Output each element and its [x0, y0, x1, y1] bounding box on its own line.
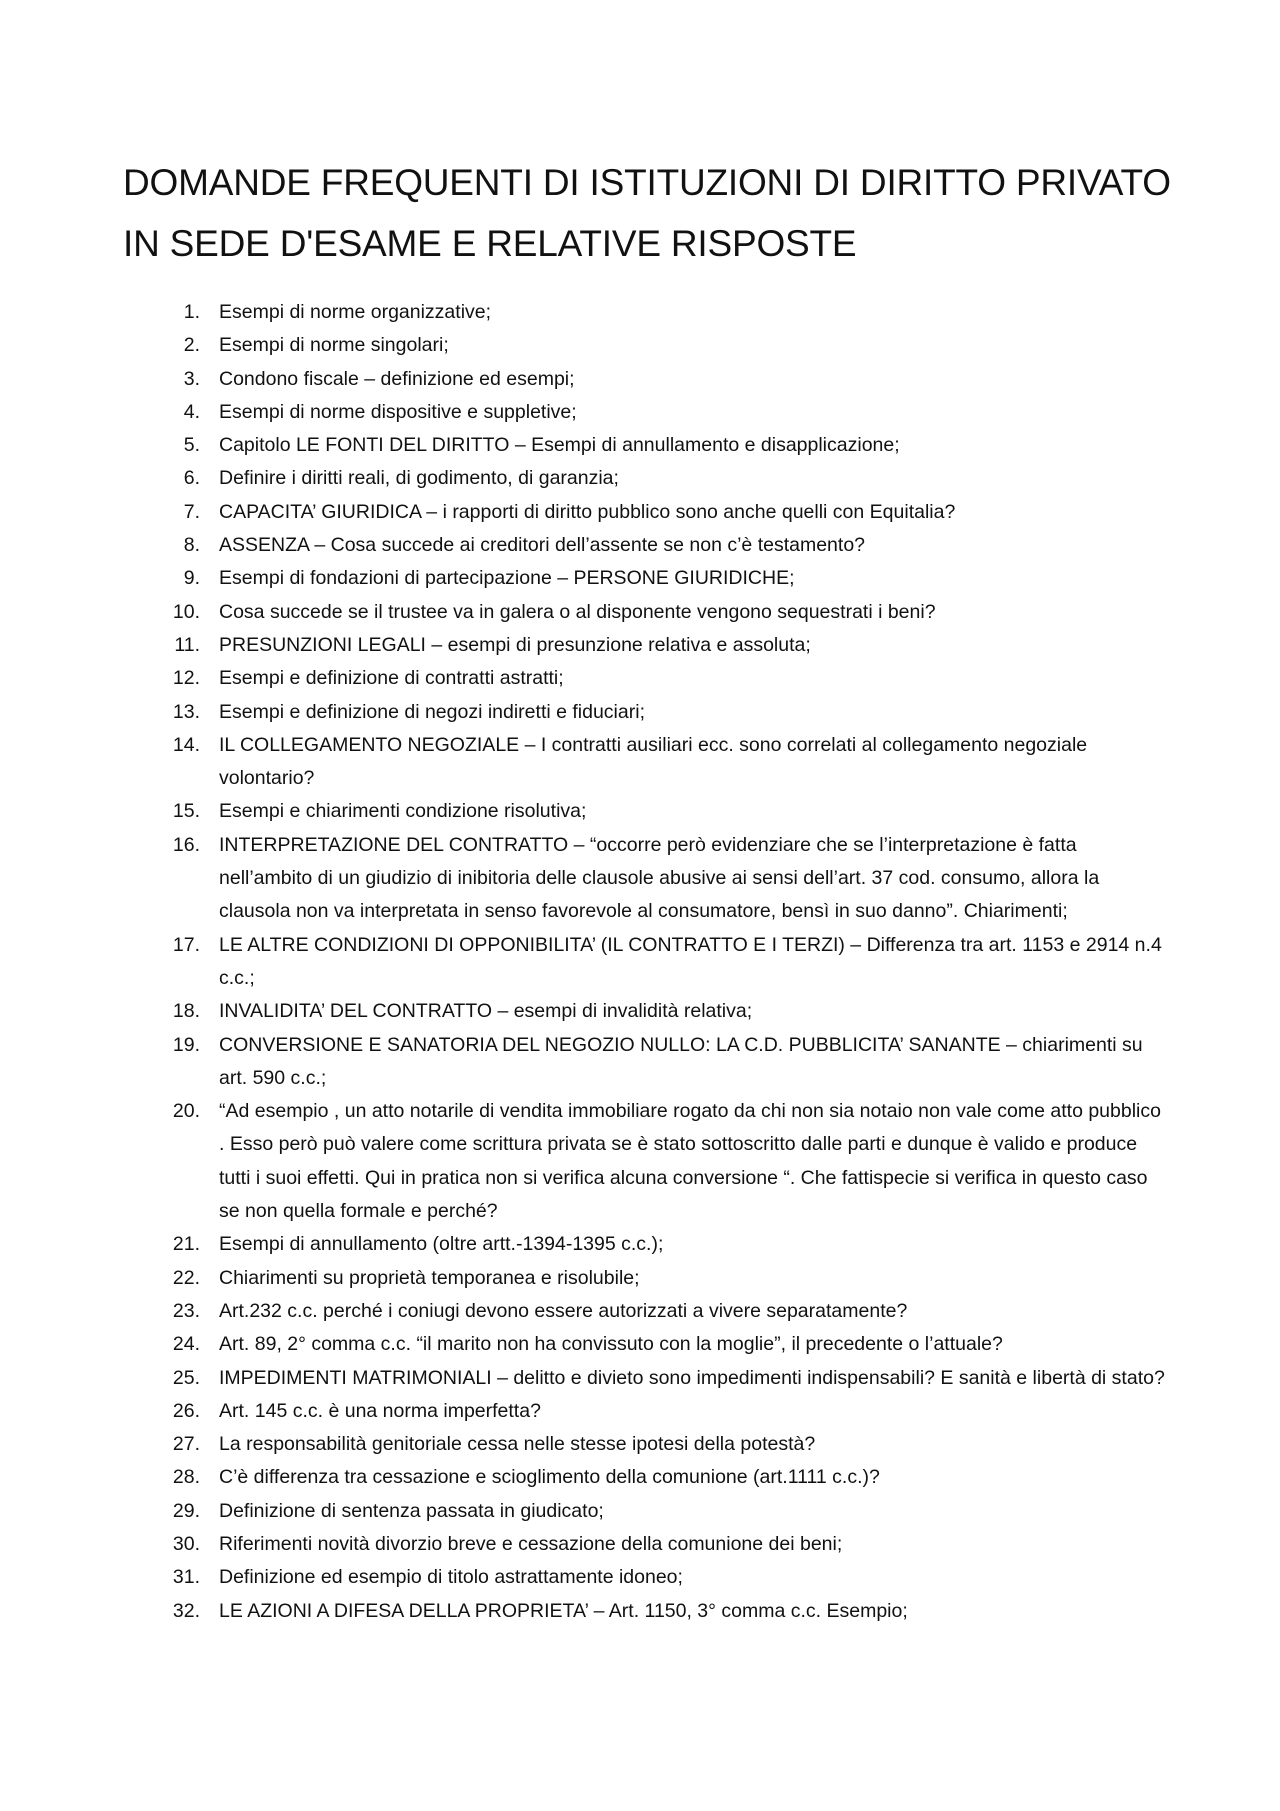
list-item	[150, 1228, 1170, 1261]
list-item	[150, 1561, 1170, 1594]
item-text: Art. 145 c.c. è una norma imperfetta?	[219, 1399, 541, 1422]
item-number: 7.	[183, 500, 200, 523]
item-text: LE ALTRE CONDIZIONI DI OPPONIBILITA’ (IL CONTRATTO E I TERZI) – Differenza tra art. 1153 e 2914 n.4 c.c.;	[219, 933, 1162, 989]
item-number: 14.	[172, 733, 200, 756]
item-text: La responsabilità genitoriale cessa nelle stesse ipotesi della potestà?	[219, 1433, 816, 1456]
list-item	[150, 1095, 1170, 1228]
item-text: IL COLLEGAMENTO NEGOZIALE – I contratti ausiliari ecc. sono correlati al collegamento negoziale volontario?	[219, 733, 1088, 790]
item-text: Riferimenti novità divorzio breve e cessazione della comunione dei beni;	[219, 1532, 843, 1555]
item-text: C’è differenza tra cessazione e scioglimento della comunione (art.1111 c.c.)?	[219, 1466, 880, 1489]
list-item	[150, 1295, 1170, 1328]
list-item	[150, 296, 1170, 329]
item-text: ASSENZA – Cosa succede ai creditori dell’assente se non c’è testamento?	[219, 534, 866, 557]
item-text: Esempi di norme organizzative;	[219, 301, 492, 323]
item-number: 20.	[172, 1100, 200, 1123]
list-item	[150, 396, 1170, 429]
item-text: Esempi di norme singolari;	[219, 334, 449, 357]
list-item	[150, 596, 1170, 629]
list-item	[150, 995, 1170, 1028]
list-item	[150, 1495, 1170, 1528]
item-text: Definizione di sentenza passata in giudicato;	[219, 1499, 604, 1522]
list-item	[150, 329, 1170, 362]
list-item	[150, 462, 1170, 495]
item-number: 22.	[172, 1266, 200, 1289]
item-number: 32.	[172, 1599, 200, 1622]
item-text: Esempi e definizione di negozi indiretti e fiduciari;	[219, 700, 645, 723]
item-text: LE AZIONI A DIFESA DELLA PROPRIETA’ – Art. 1150, 3° comma c.c. Esempio;	[219, 1599, 908, 1622]
item-number: 31.	[172, 1566, 200, 1589]
item-text: Definizione ed esempio di titolo astrattamente idoneo;	[219, 1566, 683, 1589]
item-text: Capitolo LE FONTI DEL DIRITTO – Esempi di annullamento e disapplicazione;	[219, 434, 900, 457]
item-number: 24.	[172, 1333, 200, 1356]
item-number: 27.	[172, 1433, 200, 1456]
item-text: Esempi di norme dispositive e suppletive;	[219, 400, 577, 423]
item-number: 28.	[172, 1466, 200, 1489]
list-item	[150, 696, 1170, 729]
list-item	[150, 829, 1170, 929]
item-text: Esempi di annullamento (oltre artt.-1394-1395 c.c.);	[219, 1233, 664, 1256]
item-text: CONVERSIONE E SANATORIA DEL NEGOZIO NULLO: LA C.D. PUBBLICITA’ SANANTE – chiarimenti su art. 590 c.c.;	[219, 1033, 1143, 1089]
item-text: Chiarimenti su proprietà temporanea e risolubile;	[219, 1266, 640, 1289]
item-number: 16.	[172, 833, 200, 856]
item-text: Esempi e chiarimenti condizione risolutiva;	[219, 800, 587, 823]
title-line-2: IN SEDE D'ESAME E RELATIVE RISPOSTE	[123, 223, 857, 264]
questions-list	[150, 296, 1170, 1628]
item-number: 5.	[183, 434, 200, 457]
list-item	[150, 629, 1170, 662]
list-item	[150, 1461, 1170, 1494]
item-number: 21.	[172, 1233, 200, 1256]
list-item	[150, 529, 1170, 562]
item-number: 13.	[172, 700, 200, 723]
list-item	[150, 1362, 1170, 1395]
item-number: 29.	[172, 1499, 200, 1522]
list-item	[150, 1395, 1170, 1428]
list-item	[150, 1595, 1170, 1628]
item-number: 23.	[172, 1299, 200, 1322]
item-number: 4.	[183, 400, 200, 423]
item-number: 26.	[172, 1399, 200, 1422]
list-item	[150, 363, 1170, 396]
item-text: Cosa succede se il trustee va in galera o al disponente vengono sequestrati i beni?	[219, 600, 936, 623]
item-text: IMPEDIMENTI MATRIMONIALI – delitto e divieto sono impedimenti indispensabili? E sanità e libertà di stato?	[219, 1366, 1165, 1389]
list-item	[150, 429, 1170, 462]
item-text: “Ad esempio , un atto notarile di vendita immobiliare rogato da chi non sia notaio non vale come atto pubblico . Esso però può valere come scrittura privata se è stato sottoscritto dalle parti e dunque è valido e produce tutti i suoi effetti. Qui in pratica non si verifica alcuna conversione “. Che fattispecie si verifica in questo caso se non quella formale e perché?	[219, 1100, 1161, 1223]
list-item	[150, 1528, 1170, 1561]
list-item	[150, 1428, 1170, 1461]
item-text: Definire i diritti reali, di godimento, di garanzia;	[219, 467, 619, 490]
item-number: 2.	[183, 334, 200, 357]
list-item	[150, 729, 1170, 796]
item-number: 11.	[174, 633, 200, 656]
document-title	[123, 152, 1183, 274]
list-item	[150, 1029, 1170, 1096]
list-item	[150, 562, 1170, 595]
item-number: 9.	[183, 567, 200, 590]
item-text: Esempi di fondazioni di partecipazione – PERSONE GIURIDICHE;	[219, 567, 795, 590]
item-number: 1.	[183, 301, 200, 323]
item-text: Condono fiscale – definizione ed esempi;	[219, 367, 575, 390]
item-number: 25.	[172, 1366, 200, 1389]
item-number: 6.	[183, 467, 200, 490]
item-text: PRESUNZIONI LEGALI – esempi di presunzione relativa e assoluta;	[219, 633, 811, 656]
list-item	[150, 929, 1170, 996]
list-item	[150, 1328, 1170, 1361]
item-number: 17.	[172, 933, 200, 956]
item-number: 19.	[172, 1033, 200, 1056]
list-item	[150, 496, 1170, 529]
list-item	[150, 795, 1170, 828]
title-line-1: DOMANDE FREQUENTI DI ISTITUZIONI DI DIRITTO PRIVATO	[123, 162, 1171, 203]
item-text: CAPACITA’ GIURIDICA – i rapporti di diritto pubblico sono anche quelli con Equitalia?	[219, 500, 956, 523]
item-text: Esempi e definizione di contratti astratti;	[219, 667, 564, 690]
item-number: 12.	[172, 667, 200, 690]
item-number: 30.	[172, 1532, 200, 1555]
item-number: 8.	[183, 534, 200, 557]
item-text: Art.232 c.c. perché i coniugi devono essere autorizzati a vivere separatamente?	[219, 1299, 908, 1322]
item-number: 15.	[172, 800, 200, 823]
list-item	[150, 1262, 1170, 1295]
item-text: INVALIDITA’ DEL CONTRATTO – esempi di invalidità relativa;	[219, 1000, 753, 1023]
item-text: Art. 89, 2° comma c.c. “il marito non ha convissuto con la moglie”, il precedente o l’attuale?	[219, 1333, 1003, 1356]
item-number: 3.	[183, 367, 200, 390]
item-number: 10.	[172, 600, 200, 623]
item-number: 18.	[172, 1000, 200, 1023]
list-item	[150, 662, 1170, 695]
item-text: INTERPRETAZIONE DEL CONTRATTO – “occorre però evidenziare che se l’interpretazione è fatta nell’ambito di un giudizio di inibitoria delle clausole abusive ai sensi dell’art. 37 cod. consumo, allora la clausola non va interpretata in senso favorevole al consumatore, bensì in suo danno”. Chiarimenti;	[219, 833, 1100, 923]
